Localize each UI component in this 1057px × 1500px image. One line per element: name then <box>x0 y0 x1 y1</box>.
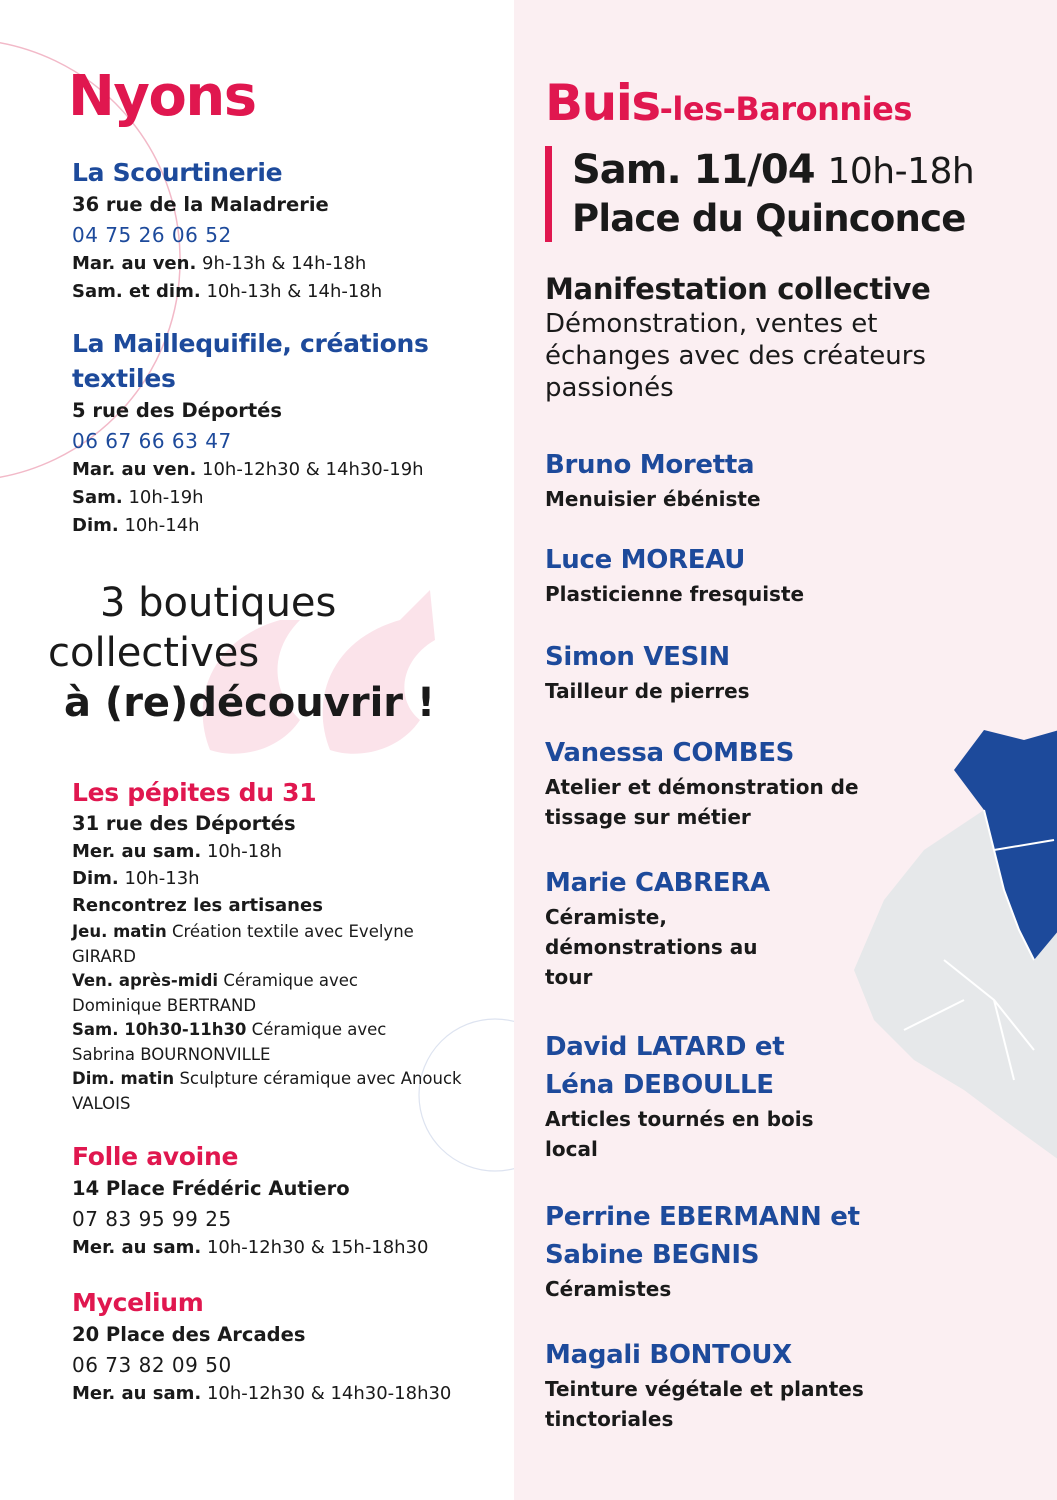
artisan-name: Marie CABRERA <box>545 868 770 898</box>
artisan-name: Bruno Moretta <box>545 450 755 480</box>
event-time: 10h-18h <box>827 151 975 192</box>
manifestation <box>545 270 1015 404</box>
artisan-job: Menuisier ébéniste <box>545 487 761 511</box>
buis-title-main: Buis <box>545 74 660 132</box>
artisan-job: Teinture végétale et plantes tinctoriales <box>545 1377 864 1431</box>
artisan-job: Céramistes <box>545 1277 672 1301</box>
artisan-job: Plasticienne fresquiste <box>545 582 805 606</box>
tagline-line-2: collectives <box>48 630 260 676</box>
boutique-name: Folle avoine <box>72 1142 239 1171</box>
boutique-name: Les pépites du 31 <box>72 778 317 807</box>
meet-title: Rencontrez les artisanes <box>72 895 323 916</box>
tagline-line-1: 3 boutiques <box>100 580 337 626</box>
buis-title <box>545 74 912 132</box>
boutique-hours: Mer. au sam. 10h-12h30 & 14h30-18h30 <box>72 1383 452 1404</box>
shop-address: 5 rue des Déportés <box>72 399 282 422</box>
artisan-item <box>545 541 925 609</box>
event-date: Sam. 11/04 <box>572 147 815 193</box>
boutique-hours: Mer. au sam. 10h-18h <box>72 841 283 862</box>
boutique-address: 20 Place des Arcades <box>72 1323 306 1346</box>
boutique-address: 31 rue des Déportés <box>72 812 296 835</box>
artisan-item <box>545 1198 895 1304</box>
event-date-line <box>572 146 974 196</box>
boutique-folle-avoine <box>72 1140 502 1262</box>
artisan-name: David LATARD et Léna DEBOULLE <box>545 1032 785 1100</box>
shop-la-scourtinerie <box>72 156 502 306</box>
shop-hours: Sam. 10h-19h <box>72 487 204 508</box>
artisan-item <box>545 446 925 514</box>
boutique-address: 14 Place Frédéric Autiero <box>72 1177 350 1200</box>
nyons-title: Nyons <box>68 64 256 129</box>
artisan-item <box>545 638 925 706</box>
manifestation-title: Manifestation collective <box>545 272 931 306</box>
boutique-hours: Mer. au sam. 10h-12h30 & 15h-18h30 <box>72 1237 429 1258</box>
boutique-name: Mycelium <box>72 1288 204 1317</box>
artisan-job: Céramiste, démonstrations au tour <box>545 905 758 989</box>
artisan-name: Luce MOREAU <box>545 545 746 575</box>
meeting-item: Sam. 10h30-11h30 Céramique avec Sabrina BOURNONVILLE <box>72 1020 387 1064</box>
meeting-item: Dim. matin Sculpture céramique avec Anouck VALOIS <box>72 1069 462 1113</box>
artisan-item <box>545 1028 815 1164</box>
event-date-box <box>545 146 974 242</box>
shop-name: La Maillequifile, créations textiles <box>72 329 429 393</box>
artisan-item <box>545 734 915 832</box>
shop-hours: Mar. au ven. 10h-12h30 & 14h30-19h <box>72 459 424 480</box>
shop-hours: Sam. et dim. 10h-13h & 14h-18h <box>72 281 383 302</box>
manifestation-description: Démonstration, ventes et échanges avec des créateurs passionés <box>545 309 926 403</box>
shop-hours: Mar. au ven. 9h-13h & 14h-18h <box>72 253 367 274</box>
meeting-item: Ven. après-midi Céramique avec Dominique BERTRAND <box>72 971 358 1015</box>
artisan-name: Perrine EBERMANN et Sabine BEGNIS <box>545 1202 860 1270</box>
artisan-job: Atelier et démonstration de tissage sur métier <box>545 775 859 829</box>
artisan-name: Vanessa COMBES <box>545 738 795 768</box>
tagline <box>48 578 488 728</box>
artisan-item <box>545 864 775 992</box>
boutique-hours: Dim. 10h-13h <box>72 868 200 889</box>
shop-name: La Scourtinerie <box>72 158 283 187</box>
boutique-les-pepites <box>72 776 502 1116</box>
artisan-job: Articles tournés en bois local <box>545 1107 814 1161</box>
shop-la-maillequifile <box>72 326 502 540</box>
boutique-mycelium <box>72 1286 502 1408</box>
tagline-line-3: à (re)découvrir ! <box>64 680 436 726</box>
artisan-job: Tailleur de pierres <box>545 679 750 703</box>
shop-hours: Dim. 10h-14h <box>72 515 200 536</box>
boutique-phone[interactable]: 06 73 82 09 50 <box>72 1353 232 1377</box>
artisan-name: Magali BONTOUX <box>545 1340 792 1370</box>
event-place: Place du Quinconce <box>572 197 966 240</box>
meeting-item: Jeu. matin Création textile avec Evelyne GIRARD <box>72 922 414 966</box>
artisan-item <box>545 1336 915 1434</box>
shop-address: 36 rue de la Maladrerie <box>72 193 329 216</box>
artisan-name: Simon VESIN <box>545 642 730 672</box>
boutique-phone[interactable]: 07 83 95 99 25 <box>72 1207 232 1231</box>
buis-title-suffix: -les-Baronnies <box>659 90 912 128</box>
shop-phone[interactable]: 06 67 66 63 47 <box>72 429 232 453</box>
shop-phone[interactable]: 04 75 26 06 52 <box>72 223 232 247</box>
